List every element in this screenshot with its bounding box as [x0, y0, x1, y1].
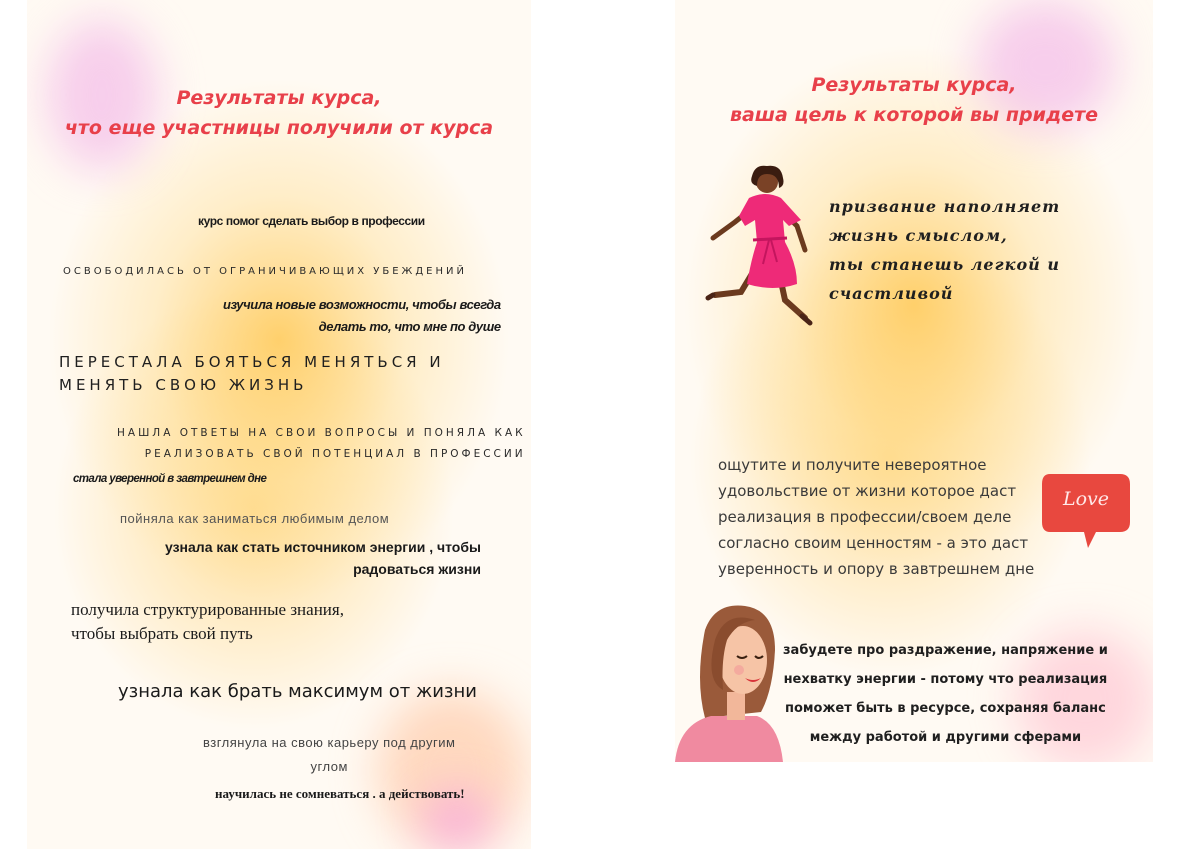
- goal-text-balance: забудете про раздражение, напряжение и нехватку энергии - потому что реализация поможет быть в ресурсе, сохраняя баланс между работой и другими сферами: [783, 643, 1108, 745]
- result-item: взглянула на свою карьеру под другим углом: [203, 735, 456, 774]
- result-item: получила структурированные знания, чтобы выбрать свой путь: [71, 600, 344, 643]
- result-item: узнала как брать максимум от жизни: [118, 681, 477, 702]
- result-item: научилась не сомневаться . а действовать!: [215, 786, 465, 801]
- right-card: [675, 0, 1153, 762]
- love-label: Love: [1062, 488, 1110, 510]
- result-item: ПЕРЕСТАЛА БОЯТЬСЯ МЕНЯТЬСЯ И МЕНЯТЬ СВОЮ ЖИЗНЬ: [59, 353, 445, 394]
- result-item: изучила новые возможности, чтобы всегда делать то, что мне по душе: [223, 297, 501, 334]
- result-item: НАШЛА ОТВЕТЫ НА СВОИ ВОПРОСЫ И ПОНЯЛА КАК РЕАЛИЗОВАТЬ СВОЙ ПОТЕНЦИАЛ В ПРОФЕССИИ: [117, 427, 526, 460]
- goal-text-calling: призвание наполняет жизнь смыслом, ты станешь легкой и счастливой: [829, 197, 1061, 303]
- goal-text-satisfaction: ощутите и получите невероятное удовольствие от жизни которое даст реализация в профессии/своем деле согласно своим ценностям - а это даст уверенность и опору в завтрешнем дне: [718, 456, 1035, 578]
- result-item: курс помог сделать выбор в профессии: [198, 214, 425, 228]
- result-item: стала уверенной в завтрешнем дне: [73, 473, 267, 485]
- result-item: ОСВОБОДИЛАСЬ ОТ ОГРАНИЧИВАЮЩИХ УБЕЖДЕНИЙ: [63, 266, 467, 277]
- left-title: Результаты курса, что еще участницы получили от курса: [64, 87, 494, 139]
- result-item: пойняла как заниматься любимым делом: [120, 511, 390, 526]
- right-title: Результаты курса, ваша цель к которой вы придете: [729, 74, 1099, 126]
- smiling-woman-illustration: [675, 600, 785, 762]
- love-badge: [1040, 472, 1132, 556]
- left-card: [27, 0, 531, 849]
- running-woman-illustration: [705, 160, 825, 335]
- result-item: узнала как стать источником энергии , чтобы радоваться жизни: [165, 539, 481, 577]
- speech-bubble-icon: [1040, 472, 1132, 552]
